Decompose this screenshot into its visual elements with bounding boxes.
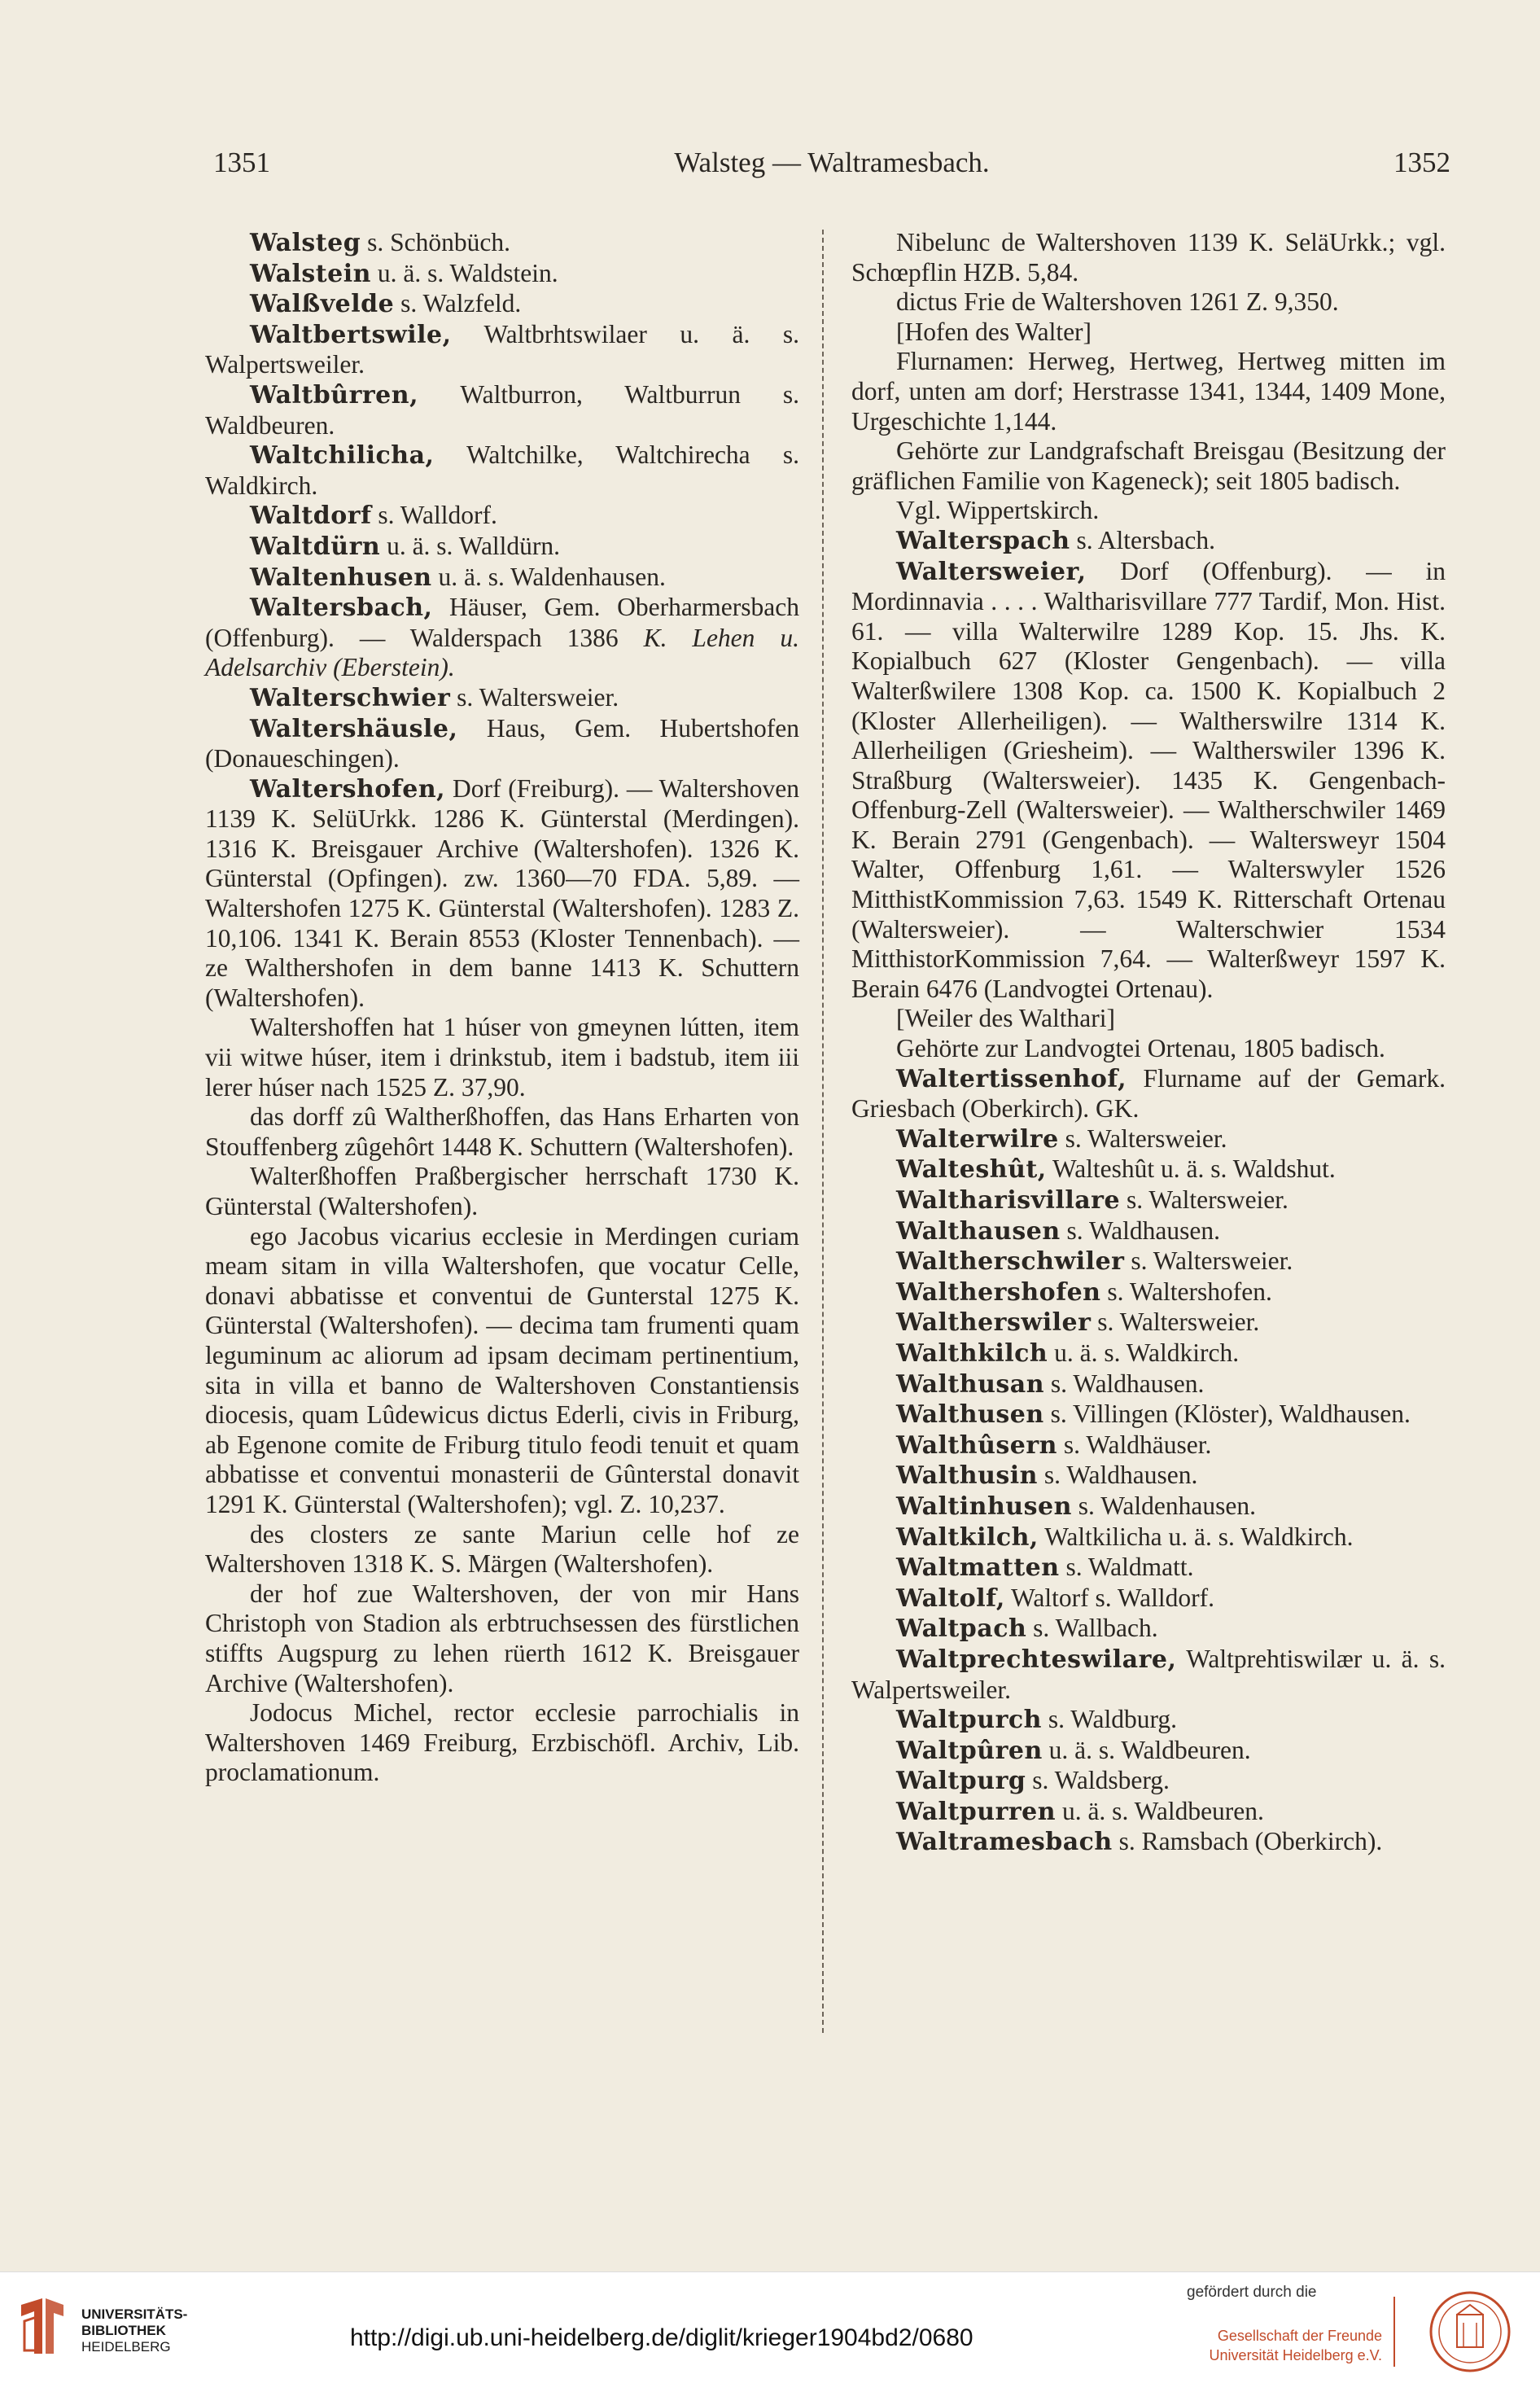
entry-text: s. Waldhausen. [1060, 1216, 1220, 1245]
dictionary-entry [851, 1614, 1446, 1645]
entry-headword: Walthusin [896, 1461, 1038, 1491]
dictionary-entry [851, 1338, 1446, 1369]
dictionary-entry [851, 1827, 1446, 1858]
entry-text: Nibelunc de Waltershoven 1139 K. SeläUrkk.; vgl. Schœpflin HZB. 5,84. [851, 228, 1446, 287]
entry-headword: Waltpurren [896, 1797, 1057, 1826]
entry-text: u. ä. s. Waldenhausen. [431, 562, 666, 591]
entry-paragraph [851, 228, 1446, 287]
society-divider [1393, 2297, 1395, 2367]
entry-headword: Waltdorf [250, 502, 372, 531]
funded-by-label: gefördert durch die [1187, 2284, 1317, 2301]
entry-text: s. Villingen (Klöster), Waldhausen. [1043, 1400, 1411, 1429]
entry-text: Waltprehtiswilær u. ä. s. Walpertsweiler. [851, 1644, 1446, 1704]
entry-text: [Hofen des Walter] [896, 317, 1092, 346]
entry-headword: Waltenhusen [250, 563, 432, 592]
entry-paragraph [205, 1162, 799, 1221]
entry-text: s. Waldmatt. [1059, 1553, 1194, 1582]
entry-text: Waltorf s. Walldorf. [1004, 1583, 1214, 1612]
running-header [213, 147, 1450, 187]
entry-paragraph [205, 1222, 799, 1520]
dictionary-entry [851, 1216, 1446, 1247]
entry-text: s. Waldhäuser. [1057, 1430, 1212, 1459]
dictionary-entry [851, 1277, 1446, 1308]
dictionary-entry [851, 1185, 1446, 1216]
entry-text: u. ä. s. Walldürn. [380, 531, 561, 560]
entry-text: u. ä. s. Waldkirch. [1048, 1338, 1240, 1367]
entry-text: Vgl. Wippertskirch. [896, 496, 1100, 525]
dictionary-entry [205, 440, 799, 501]
entry-headword: Waltchilicha, [250, 441, 435, 471]
entry-text: s. Waldhausen. [1044, 1369, 1205, 1398]
entry-headword: Walsteg [250, 229, 361, 257]
entry-text: Jodocus Michel, rector ecclesie parrochialis in Waltershoven 1469 Freiburg, Erzbischöfl. Archiv, Lib. proclamationum. [205, 1698, 799, 1787]
column-number-right: 1352 [1393, 147, 1450, 178]
entry-headword: Waltersbach, [250, 594, 433, 623]
society-name[interactable] [1187, 2326, 1382, 2365]
dictionary-entry [205, 320, 799, 380]
column-divider [822, 230, 824, 2033]
entry-text: s. Waltersweier. [1091, 1308, 1260, 1337]
entry-headword: Waltkilch, [896, 1522, 1039, 1552]
dictionary-entry [851, 1154, 1446, 1185]
dictionary-entry [851, 1369, 1446, 1400]
dictionary-entry [851, 1645, 1446, 1705]
entry-text: Flurnamen: Herweg, Hertweg, Hertweg mitten im dorf, unten am dorf; Herstrasse 1341, 1344, 1409 Mone, Urgeschichte 1,144. [851, 347, 1446, 436]
entry-paragraph [205, 1579, 799, 1698]
entry-text: Gehörte zur Landvogtei Ortenau, 1805 badisch. [896, 1034, 1385, 1063]
entry-paragraph [851, 347, 1446, 436]
entry-text: u. ä. s. Waldstein. [370, 258, 558, 287]
dictionary-entry [851, 1308, 1446, 1338]
entry-text: s. Waldenhausen. [1071, 1491, 1256, 1520]
entry-text: Walteshût u. ä. s. Waldshut. [1046, 1154, 1336, 1184]
ub-heidelberg-logo-icon[interactable] [18, 2297, 67, 2355]
dictionary-entry [205, 259, 799, 290]
entry-headword: Waltershofen, [250, 774, 446, 804]
right-column [851, 228, 1446, 1858]
entry-headword: Walthershofen [896, 1277, 1101, 1307]
entry-text: s. Wallbach. [1026, 1614, 1158, 1643]
entry-headword: Waltherschwiler [896, 1247, 1125, 1277]
entry-text: s. Ramsbach (Oberkirch). [1112, 1827, 1383, 1856]
entry-headword: Waltdürn [250, 532, 381, 561]
entry-paragraph [851, 436, 1446, 496]
entry-headword: Walthûsern [896, 1430, 1057, 1460]
entry-headword: Waltbertswile, [250, 320, 452, 349]
entry-text: Dorf (Offenburg). — in Mordinnavia . . . . Waltharisvillare 777 Tardif, Mon. Hist. 61. — villa Walterwilre 1289 Kop. 15. Jhs. K. Kopialbuch 627 (Kloster Gengenbach). — villa Walterßwilere 1308 Kop. ca. 1500 K. Kopialbuch 2 (Kloster Allerheiligen). — Waltherswilre 1314 K. Allerheiligen (Griesheim). — Waltherswiler 1396 K. Straßburg (Waltersweier). 1435 K. Gengenbach-Offenburg-Zell (Waltersweier). — Waltherschwiler 1469 K. Berain 2791 (Gengenbach). — Waltersweyr 1504 Walter, Offenburg 1,61. — Walterswyler 1526 MitthistKommission 7,63. 1549 K. Ritterschaft Ortenau (Waltersweier). — Walterschwier 1534 MitthistorKommission 7,64. — Walterßweyr 1597 K. Berain 6476 (Landvogtei Ortenau). [851, 556, 1446, 1003]
entry-text: s. Waldhausen. [1038, 1461, 1198, 1490]
entry-text: s. Walzfeld. [394, 289, 522, 318]
entry-headword: Walstein [250, 259, 371, 288]
entry-text: s. Waltershofen. [1100, 1277, 1272, 1306]
entry-paragraph [851, 1004, 1446, 1034]
entry-headword: Walthkilch [896, 1338, 1048, 1368]
entry-text: Waltershoffen hat 1 húser von gmeynen lútten, item vii witwe húser, item i drinkstub, item i badstub, item iii lerer húser nach 1525 Z. 37,90. [205, 1013, 799, 1102]
permalink-url[interactable]: http://digi.ub.uni-heidelberg.de/diglit/krieger1904bd2/0680 [350, 2324, 973, 2351]
dictionary-entry [205, 228, 799, 259]
entry-headword: Walterspach [896, 526, 1070, 555]
entry-source: K. Lehen u. Adelsarchiv (Eberstein). [205, 623, 799, 682]
dictionary-entry [205, 774, 799, 1014]
dictionary-entry [851, 1736, 1446, 1767]
entry-paragraph [851, 1034, 1446, 1064]
entry-headword: Waltherswiler [896, 1308, 1092, 1338]
entry-text: [Weiler des Walthari] [896, 1004, 1115, 1033]
entry-headword: Waltmatten [896, 1553, 1060, 1583]
entry-paragraph [851, 318, 1446, 348]
entry-text: Waltbrhtswilaer u. ä. s. Walpertsweiler. [205, 319, 799, 379]
entry-text: s. Schönbüch. [361, 228, 510, 256]
dictionary-entry [851, 1246, 1446, 1277]
entry-text: u. ä. s. Waldbeuren. [1042, 1735, 1251, 1764]
entry-text: s. Walldorf. [371, 501, 497, 530]
entry-headword: Waltprechteswilare, [896, 1645, 1177, 1674]
dictionary-entry [851, 1553, 1446, 1584]
society-name-line1: Gesellschaft der Freunde [1217, 2328, 1382, 2344]
entry-paragraph [205, 1102, 799, 1162]
dictionary-entry [851, 1522, 1446, 1553]
entry-headword: Waltbûrren, [250, 380, 419, 410]
entry-headword: Walthusen [896, 1400, 1044, 1430]
entry-text: Flurname auf der Gemark. Griesbach (Oberkirch). GK. [851, 1063, 1446, 1124]
entry-text: s. Waltersweier. [1058, 1124, 1227, 1153]
running-title: Walsteg — Waltramesbach. [674, 147, 990, 178]
entry-headword: Walterwilre [896, 1124, 1059, 1154]
entry-text: Haus, Gem. Hubertshofen (Donaueschingen). [205, 713, 799, 773]
dictionary-entry [851, 1584, 1446, 1614]
entry-text: Häuser, Gem. Oberharmersbach (Offenburg). — Walderspach 1386 [205, 593, 799, 652]
dictionary-entry [205, 714, 799, 774]
left-column [205, 228, 799, 1788]
entry-text: Waltburron, Waltburrun s. Waldbeuren. [205, 379, 799, 440]
entry-headword: Walteshût, [896, 1155, 1047, 1185]
dictionary-entry [205, 532, 799, 563]
dictionary-entry [205, 683, 799, 714]
entry-headword: Waltpûren [896, 1736, 1043, 1765]
dictionary-entry [851, 1461, 1446, 1492]
entry-text: u. ä. s. Waldbeuren. [1056, 1796, 1264, 1825]
dictionary-entry [851, 1492, 1446, 1522]
dictionary-entry [851, 1124, 1446, 1155]
entry-headword: Waltershäusle, [250, 714, 458, 743]
entry-text: Dorf (Freiburg). — Waltershoven 1139 K. SelüUrkk. 1286 K. Günterstal (Merdingen). 1316 K. Breisgauer Archive (Waltershofen). 1326 K. Günterstal (Opfingen). zw. 1360—70 FDA. 5,89. — Waltershofen 1275 K. Günterstal (Waltershofen). 1283 Z. 10,106. 1341 K. Berain 8553 (Kloster Tennenbach). — ze Walthershofen in dem banne 1413 K. Schuttern (Waltershofen). [205, 773, 799, 1012]
entry-paragraph [851, 287, 1446, 318]
entry-text: dictus Frie de Waltershoven 1261 Z. 9,350. [896, 287, 1339, 317]
entry-headword: Waltpurch [896, 1706, 1042, 1735]
entry-headword: Waltramesbach [896, 1828, 1113, 1857]
entry-text: s. Waldsberg. [1026, 1766, 1170, 1795]
entry-headword: Waltersweier, [896, 557, 1087, 586]
dictionary-entry [205, 563, 799, 594]
entry-headword: Waltpach [896, 1614, 1027, 1644]
entry-text: ego Jacobus vicarius ecclesie in Merdingen curiam meam sitam in villa Waltershofen, que vocatur Celle, donavi abbatisse et conventui de Gunterstal 1275 K. Günterstal (Waltershofen). — decima tam frumenti quam leguminum ac aliorum ad ipsam decimam pertinentium, sita in villa et banno de Waltershoven Constantiensis diocesis, quam Lûdewicus dictus Ederli, civis in Friburg, ab Egenone comite de Friburg titulo feodi tenuit et quam abbatisse et conventui monasterii de Gûnterstal donavit 1291 K. Günterstal (Waltershofen); vgl. Z. 10,237. [205, 1221, 799, 1518]
society-name-line2: Universität Heidelberg e.V. [1209, 2347, 1382, 2363]
entry-text: s. Waltersweier. [1124, 1246, 1293, 1276]
entry-text: s. Waldburg. [1041, 1705, 1178, 1734]
entry-headword: Waltertissenhof, [896, 1064, 1127, 1093]
library-name-line2: BIBLIOTHEK [81, 2323, 166, 2338]
dictionary-entry [205, 289, 799, 320]
dictionary-entry [851, 1430, 1446, 1461]
dictionary-entry [851, 1797, 1446, 1828]
dictionary-entry [851, 1766, 1446, 1797]
library-name [81, 2306, 187, 2355]
dictionary-entry [851, 526, 1446, 557]
entry-headword: Walthausen [896, 1216, 1061, 1246]
entry-text: das dorff zû Waltherßhoffen, das Hans Erharten von Stouffenberg zûgehôrt 1448 K. Schuttern (Waltershofen). [205, 1102, 799, 1161]
university-seal-icon [1416, 2290, 1524, 2373]
entry-headword: Waltinhusen [896, 1492, 1072, 1521]
entry-headword: Waltpurg [896, 1767, 1026, 1796]
entry-headword: Waltharisvillare [896, 1186, 1121, 1215]
entry-headword: Walthusan [896, 1369, 1045, 1399]
dictionary-entry [205, 501, 799, 532]
entry-headword: Walterschwier [250, 683, 451, 712]
entry-headword: Waltolf, [896, 1584, 1005, 1613]
entry-headword: Walßvelde [250, 290, 395, 319]
dictionary-entry [205, 380, 799, 440]
entry-paragraph [851, 496, 1446, 526]
entry-text: Gehörte zur Landgrafschaft Breisgau (Besitzung der gräflichen Familie von Kageneck); seit 1805 badisch. [851, 436, 1446, 495]
entry-paragraph [205, 1698, 799, 1788]
entry-text: der hof zue Waltershoven, der von mir Hans Christoph von Stadion als erbtruchsessen des fürstlichen stiffts Augspurg zu lehen rüerth 1612 K. Breisgauer Archive (Waltershofen). [205, 1579, 799, 1697]
dictionary-entry [205, 593, 799, 683]
entry-paragraph [205, 1520, 799, 1579]
entry-text: des closters ze sante Mariun celle hof ze Waltershoven 1318 K. S. Märgen (Waltershofen). [205, 1519, 799, 1579]
dictionary-entry [851, 1400, 1446, 1430]
column-number-left: 1351 [213, 147, 270, 178]
dictionary-entry [851, 1705, 1446, 1736]
entry-paragraph [205, 1013, 799, 1102]
entry-text: s. Waltersweier. [450, 682, 619, 712]
library-name-line3: HEIDELBERG [81, 2339, 171, 2355]
entry-text: Waltchilke, Waltchirecha s. Waldkirch. [205, 440, 799, 500]
viewer-footer [0, 2271, 1540, 2383]
entry-text: s. Waltersweier. [1120, 1185, 1288, 1214]
dictionary-entry [851, 1064, 1446, 1124]
entry-text: Walterßhoffen Praßbergischer herrschaft 1730 K. Günterstal (Waltershofen). [205, 1162, 799, 1220]
dictionary-entry [851, 557, 1446, 1005]
entry-text: s. Altersbach. [1070, 525, 1216, 554]
entry-text: Waltkilicha u. ä. s. Waldkirch. [1038, 1522, 1354, 1551]
library-name-line1: UNIVERSITÄTS- [81, 2306, 188, 2322]
